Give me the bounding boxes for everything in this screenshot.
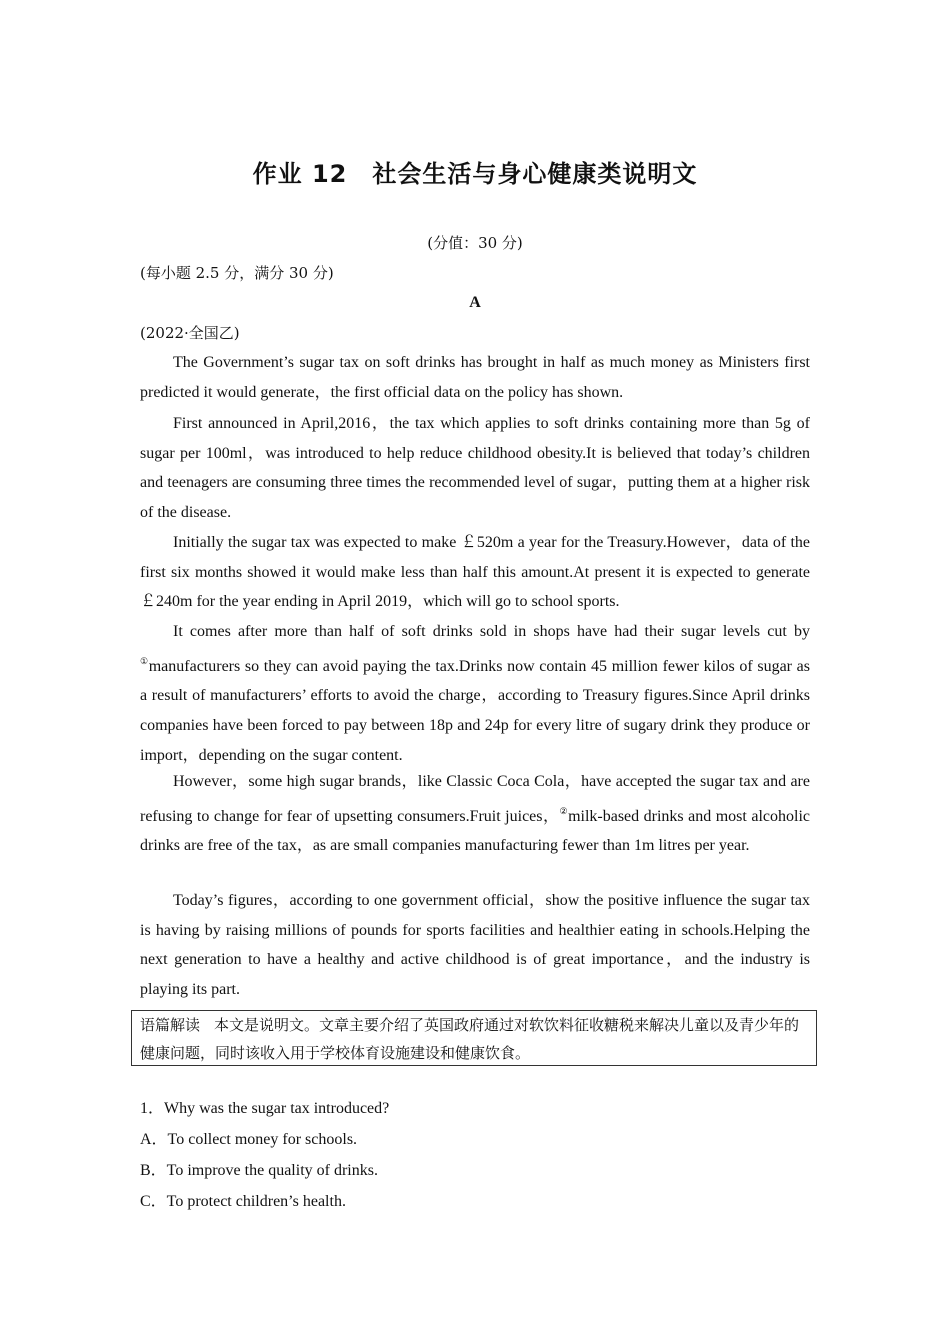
- analysis-content: [140, 1011, 812, 1067]
- passage-label: A: [469, 294, 481, 311]
- paragraph-5: [140, 767, 810, 861]
- analysis-text: 本文是说明文。文章主要介绍了英国政府通过对软饮料征收糖税来解决儿童以及青少年的健康问题，同时该收入用于学校体育设施建设和健康饮食。: [140, 1016, 800, 1062]
- note-marker-1: ①: [140, 655, 149, 666]
- passage-source: (2022·全国乙): [140, 324, 240, 342]
- paragraph-2: First announced in April,2016，the tax which applies to soft drinks containing more than 5g of sugar per 100ml，was introduced to help reduce childhood obesity.It is believed that today’s children and teenagers are consuming three times the recommended level of sugar，putting them at a higher risk of the disease.: [140, 415, 810, 522]
- paragraph-1: The Government’s sugar tax on soft drinks has brought in half as much money as Ministers first predicted it would generate，the first official data on the policy has shown.: [140, 354, 810, 401]
- score-rule: (每小题 2.5 分，满分 30 分): [140, 264, 334, 282]
- paragraph-4-part-a: It comes after more than half of soft drinks sold in shops have had their sugar levels cut by: [173, 623, 810, 640]
- paragraph-4-part-b: manufacturers so they can avoid paying the tax.Drinks now contain 45 million fewer kilos of sugar as a result of manufacturers’ efforts to avoid the charge，according to Treasury figures.Since April drinks companies have been forced to pay between 18p and 24p for every litre of sugary drink they produce or import，depending on the sugar content.: [140, 657, 810, 764]
- analysis-box: [131, 1010, 817, 1066]
- paragraph-3: Initially the sugar tax was expected to make ￡520m a year for the Treasury.However，data of the first six months showed it would make less than half this amount.At present it is expected to generate ￡240m for the year ending in April 2019，which will go to school sports.: [140, 534, 810, 611]
- option-a: A．To collect money for schools.: [140, 1131, 358, 1148]
- question-1-stem: 1．Why was the sugar tax introduced?: [140, 1100, 390, 1117]
- option-c: C．To protect children’s health.: [140, 1193, 346, 1210]
- option-b: B．To improve the quality of drinks.: [140, 1162, 378, 1179]
- score-total: (分值：30 分): [427, 234, 523, 252]
- paragraph-6: Today’s figures，according to one government official，show the positive influence the sugar tax is having by raising millions of pounds for sports facilities and healthier eating in schools.Helping the next generation to have a healthy and active childhood is of great importance，and the industry is playing its part.: [140, 892, 810, 999]
- paragraph-5-part-a: However，some high sugar brands，like Classic Coca Cola，have accepted the sugar tax and are refusing to change for fear of upsetting consumers.Fruit juices，: [140, 773, 810, 825]
- analysis-label: 语篇解读: [140, 1016, 201, 1034]
- paragraph-4: [140, 617, 810, 771]
- paragraph-5-part-b: milk-based drinks and most alcoholic drinks are free of the tax，as are small companies manufacturing fewer than 1m litres per year.: [140, 807, 810, 855]
- page-title: 作业 12 社会生活与身心健康类说明文: [252, 160, 698, 188]
- note-marker-2: ②: [559, 805, 569, 816]
